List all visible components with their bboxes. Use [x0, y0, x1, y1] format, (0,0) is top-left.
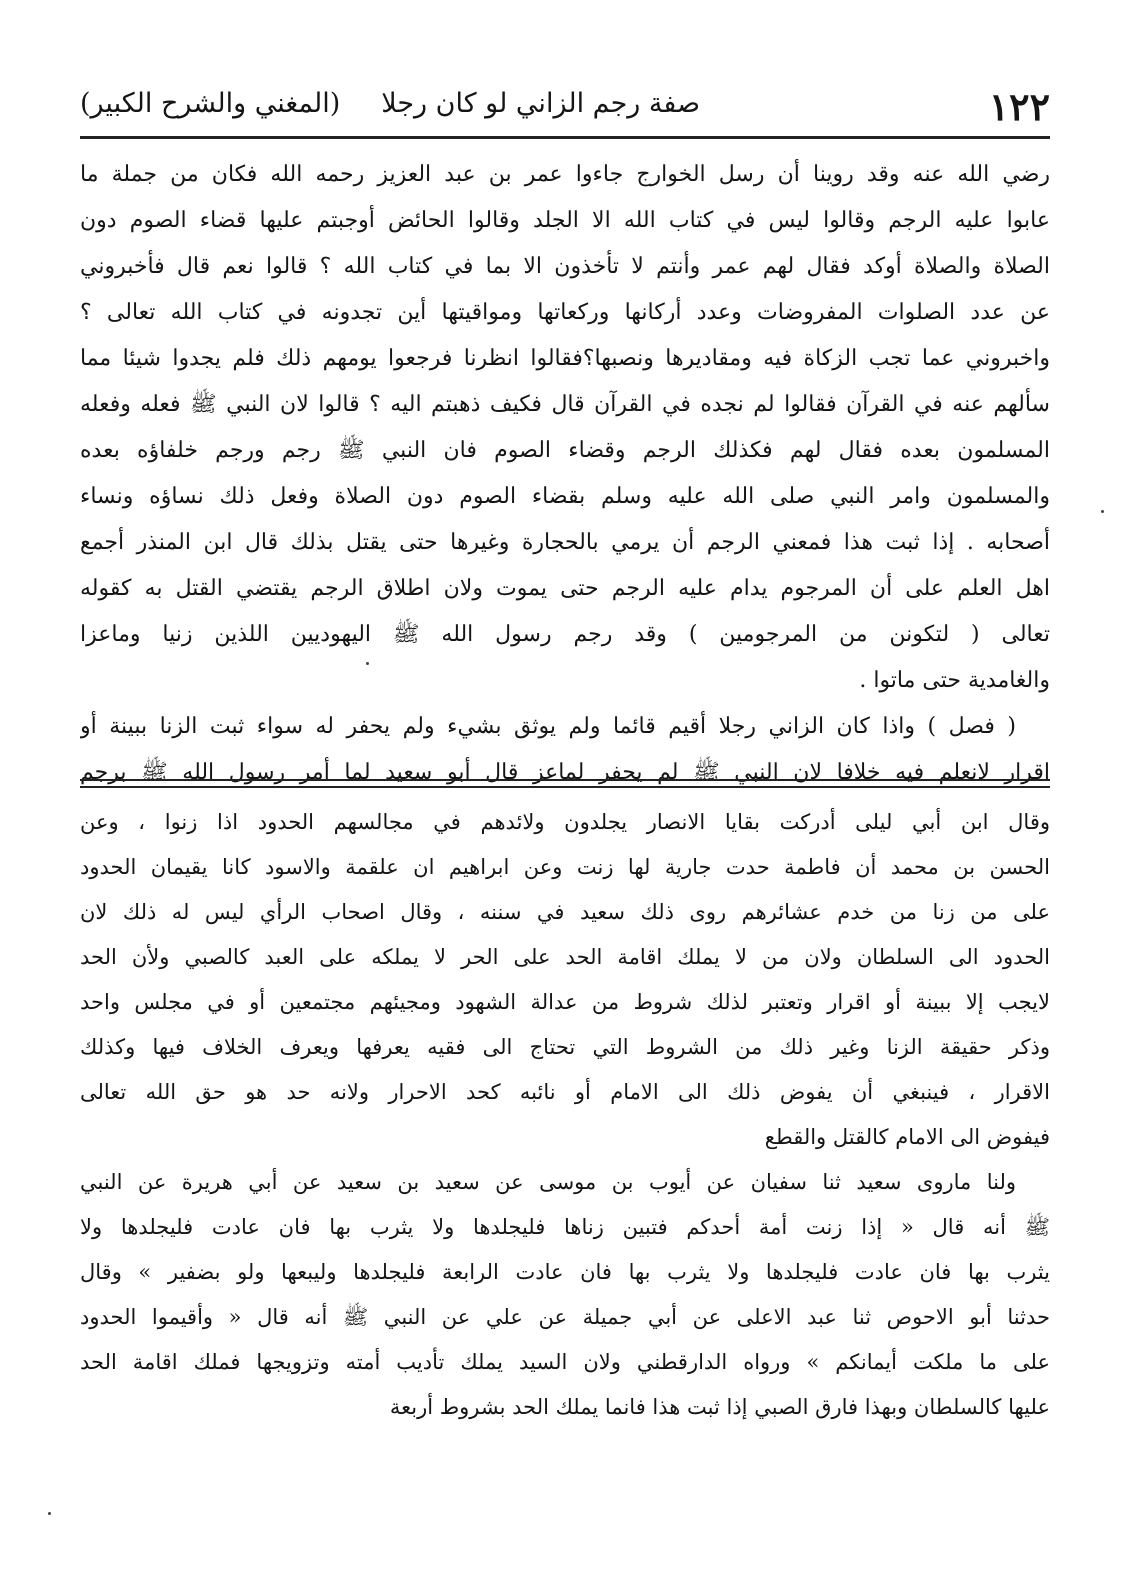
commentary-line: ولنا ماروى سعيد ثنا سفيان عن أيوب بن موسى عن سعيد بن سعيد عن أبي هريرة عن النبي: [80, 1170, 1016, 1194]
main-text-line: ( فصل ) واذا كان الزاني رجلا أقيم قائما ولم يوثق بشيء ولم يحفر له سواء ثبت الزنا ببينة أو: [80, 714, 1016, 739]
commentary-line: عليها كالسلطان وبهذا فارق الصبي إذا ثبت هذا فانما يملك الحد بشروط أربعة: [389, 1395, 1050, 1419]
commentary-line: الاقرار ، فينبغي أن يفوض ذلك الى الامام أو نائبه كحد الاحرار ولانه حد هو حق الله تعالى: [80, 1080, 1050, 1104]
scan-speck: [366, 662, 369, 665]
page-number: ١٢٢: [988, 84, 1050, 129]
main-text-line: رضي الله عنه وقد روينا أن رسل الخوارج جاءوا عمر بن عبد العزيز رحمه الله فكان من جملة ما: [80, 162, 1050, 187]
scan-speck: [48, 1512, 51, 1515]
commentary-separator: [80, 779, 1050, 788]
commentary-line: وذكر حقيقة الزنا وغير ذلك من الشروط التي تحتاج الى فقيه يعرفها ويعرف الخلاف فيها وكذلك: [80, 1035, 1050, 1059]
commentary-text: [80, 800, 1050, 1430]
main-text-line: الصلاة والصلاة أوكد فقال لهم عمر وأنتم لا تأخذون الا بما في كتاب الله ؟ قالوا نعم قال فأخبروني: [80, 254, 1050, 279]
commentary-line: ﷺ أنه قال « إذا زنت أمة أحدكم فتبين زناها فليجلدها ولا يثرب بها فان عادت فليجلدها ولا: [80, 1215, 1050, 1239]
main-text-line: عن عدد الصلوات المفروضات وعدد أركانها وركعاتها ومواقيتها أين تجدونه في كتاب الله تعالى ؟: [80, 300, 1050, 325]
main-text-line: اهل العلم على أن المرجوم يدام عليه الرجم حتى يموت ولان اطلاق الرجم يقتضي القتل به كقوله: [80, 576, 1050, 601]
commentary-line: على ما ملكت أيمانكم » ورواه الدارقطني ولان السيد يملك تأديب أمته وتزويجها فملك اقامة الحد: [80, 1350, 1050, 1374]
main-text-line: المسلمون بعده فقال لهم فكذلك الرجم وقضاء الصوم فان النبي ﷺ رجم ورجم خلفاؤه بعده: [80, 438, 1050, 463]
header-rule: [80, 136, 1050, 139]
commentary-line: حدثنا أبو الاحوص ثنا عبد الاعلى عن أبي جميلة عن علي عن النبي ﷺ أنه قال « وأقيموا الحدود: [80, 1305, 1050, 1329]
running-title: صفة رجم الزاني لو كان رجلا: [381, 88, 700, 119]
main-text: [80, 152, 1050, 796]
commentary-line: الحدود الى السلطان ولان من لا يملك اقامة الحد على الحر لا يملكه على العبد كالصبي ولأن الحد: [80, 945, 1050, 969]
commentary-line: على من زنا من خدم عشائرهم روى ذلك سعيد في سننه ، وقال اصحاب الرأي ليس له ذلك لان: [80, 900, 1050, 924]
scan-speck: [1101, 510, 1104, 513]
book-title: (المغني والشرح الكبير): [80, 88, 341, 119]
main-text-line: سألهم عنه في القرآن فقالوا لم نجده في القرآن قال فكيف ذهبتم اليه ؟ قالوا لان النبي ﷺ فعله وفعله: [80, 392, 1050, 417]
main-text-line: عابوا عليه الرجم وقالوا ليس في كتاب الله الا الجلد وقالوا الحائض أوجبتم عليها قضاء الصوم دون: [80, 208, 1050, 233]
commentary-line: الحسن بن محمد أن فاطمة حدت جارية لها زنت وعن ابراهيم ان علقمة والاسود كانا يقيمان الحدود: [80, 855, 1050, 879]
main-text-line: اقرار لانعلم فيه خلافا لان النبي ﷺ لم يحفر لماعز قال أبو سعيد لما أمر رسول الله ﷺ برجم: [80, 760, 1050, 785]
commentary-line: فيفوض الى الامام كالقتل والقطع: [764, 1125, 1050, 1149]
commentary-line: وقال ابن أبي ليلى أدركت بقايا الانصار يجلدون ولائدهم في مجالسهم الحدود اذا زنوا ، وعن: [80, 810, 1050, 834]
commentary-line: يثرب بها فان عادت فليجلدها ولا يثرب بها فان عادت الرابعة فليجلدها وليبعها ولو بضفير » وقال: [80, 1260, 1050, 1284]
main-text-line: والغامدية حتى ماتوا .: [859, 668, 1050, 693]
commentary-line: لايجب إلا ببينة أو اقرار وتعتبر لذلك شروط من عدالة الشهود ومجيئهم مجتمعين أو في مجلس واحد: [80, 990, 1050, 1014]
main-text-line: أصحابه . إذا ثبت هذا فمعني الرجم أن يرمي بالحجارة وغيرها حتى يقتل بذلك قال ابن المنذر أجمع: [80, 530, 1050, 555]
main-text-line: واخبروني عما تجب الزكاة فيه ومقاديرها ونصبها؟فقالوا انظرنا فرجعوا يومهم ذلك فلم يجدوا شيئا مما: [80, 346, 1050, 371]
main-text-line: تعالى ( لتكونن من المرجومين ) وقد رجم رسول الله ﷺ اليهوديين اللذين زنيا وماعزا: [80, 622, 1050, 647]
main-text-line: والمسلمون وامر النبي صلى الله عليه وسلم بقضاء الصوم دون الصلاة وفعل ذلك نساؤه ونساء: [80, 484, 1050, 509]
page-header: [80, 84, 1050, 130]
